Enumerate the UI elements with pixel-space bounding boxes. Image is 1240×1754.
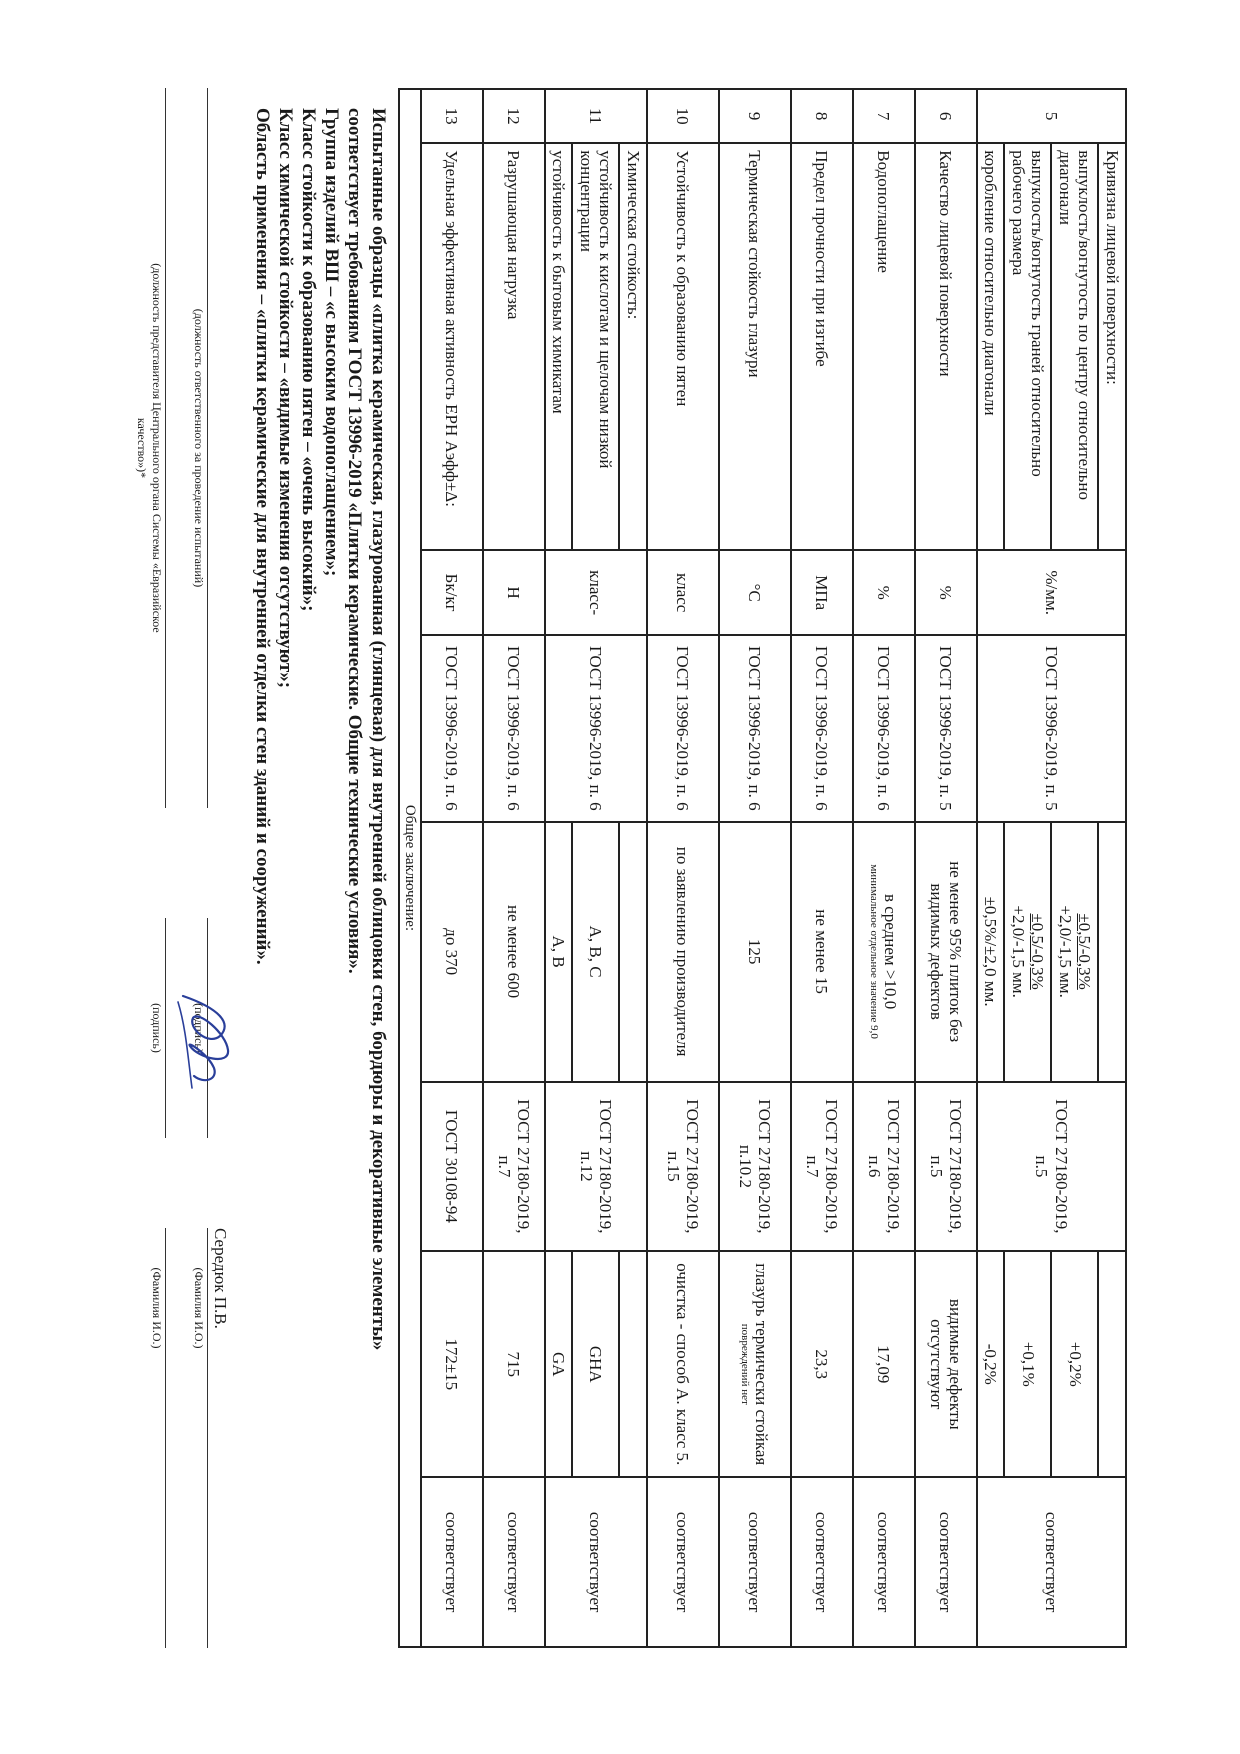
sub-parameter: коробление относительно диагонали [977,143,1005,550]
norm-cell: A, B [545,822,573,1082]
test-method-cell: ГОСТ 27180-2019, п.12 [545,1082,647,1252]
row-number: 7 [853,89,915,143]
test-method-cell: ГОСТ 27180-2019, п.5 [915,1082,977,1252]
result-cell: очистка - способ А. класс 5. [647,1251,719,1477]
unit-cell: класс- [545,550,647,635]
method-cell: ГОСТ 13996-2019, п. 6 [719,635,791,822]
method-cell: ГОСТ 13996-2019, п. 5 [915,635,977,822]
result-cell: видимые дефекты отсутствуют [915,1251,977,1477]
result-cell: 23,3 [791,1251,853,1477]
test-method-cell: ГОСТ 27180-2019, п.7 [791,1082,853,1252]
conformity-cell: соответствует [791,1477,853,1647]
table-row [1004,89,1051,1647]
norm-cell: 125 [719,822,791,1082]
row-number: 8 [791,89,853,143]
norm-cell: A, B, C [572,822,619,1082]
test-method-cell: ГОСТ 27180-2019, п.5 [977,1082,1126,1252]
signature-line [166,1228,167,1648]
result-cell: GA [545,1251,573,1477]
norm-cell [853,822,915,1082]
row-number: 9 [719,89,791,143]
table-row [421,89,483,1647]
responsible-name: Середюк П.В. [211,1228,231,1329]
table-row [915,89,977,1647]
norm-note: минимальное отдельное значение 9,0 [868,864,881,1039]
conclusion-line: Класс стойкости к образованию пятен – «очень высокий»; [298,108,320,612]
table-row [1051,89,1098,1647]
sub-parameter: устойчивость к кислотам и щелочам низкой концентрации [572,143,619,550]
row-header: Химическая стойкость: [619,143,647,550]
method-cell: ГОСТ 13996-2019, п. 5 [977,635,1126,822]
name-caption: (Фамилия И.О.) [150,1267,165,1349]
result-cell: 715 [483,1251,545,1477]
conformity-cell: соответствует [421,1477,483,1647]
conclusion-line: Испытанные образцы «плитка керамическая, глазурованная (глянцевая) для внутренней облицовки стен, бордюры и декоративные элементы» [367,108,389,1351]
parameter-name: Разрушающая нагрузка [483,143,545,550]
norm-cell [1051,822,1098,1082]
parameter-name: Термическая стойкость глазури [719,143,791,550]
conformity-cell: соответствует [483,1477,545,1647]
conclusion-line: Класс химической стойкости – «видимые изменения отсутствуют»; [274,108,296,689]
signature-line [208,88,209,808]
norm-cell [619,822,647,1082]
norm-cell: по заявлению производителя [647,822,719,1082]
test-method-cell: ГОСТ 27180-2019, п.10.2 [719,1082,791,1252]
table-row [647,89,719,1647]
conclusion-line: соответствует требованиям ГОСТ 13996-2019 «Плитки керамические. Общие технические условия». [344,108,366,974]
caption-line: качество»)* [135,417,150,479]
norm-line: в среднем >10,0 [880,893,900,1010]
unit-cell: класс [647,550,719,635]
signature-line [166,88,167,808]
signature-line [208,1228,209,1648]
conformity-cell: соответствует [719,1477,791,1647]
row-number: 11 [545,89,647,143]
test-method-cell: ГОСТ 30108-94 [421,1082,483,1252]
row-number: 13 [421,89,483,143]
row-header: Кривизна лицевой поверхности: [1098,143,1126,550]
conformity-cell: соответствует [977,1477,1126,1647]
test-method-cell: ГОСТ 27180-2019, п.7 [483,1082,545,1252]
test-method-cell: ГОСТ 27180-2019, п.6 [853,1082,915,1252]
unit-cell: % [915,550,977,635]
result-cell [719,1251,791,1477]
result-cell: GHA [572,1251,619,1477]
unit-cell: Н [483,550,545,635]
method-cell: ГОСТ 13996-2019, п. 6 [647,635,719,822]
table-row [572,89,619,1647]
norm-cell: не менее 95% плиток без видимых дефектов [915,822,977,1082]
table-row [399,89,421,1647]
norm-line: ±0,5/-0,3% [1028,913,1048,990]
test-report [119,88,1128,1648]
result-cell: -0,2% [977,1251,1005,1477]
table-row [853,89,915,1647]
signature-line [166,918,167,1138]
parameter-name: Удельная эффективная активность ЕРН Аэфф±Δ: [421,143,483,550]
method-cell: ГОСТ 13996-2019, п. 6 [853,635,915,822]
method-cell: ГОСТ 13996-2019, п. 6 [421,635,483,822]
norm-line: ±0,5/-0,3% [1075,913,1095,990]
method-cell: ГОСТ 13996-2019, п. 6 [791,635,853,822]
row-number: 10 [647,89,719,143]
norm-cell: не менее 15 [791,822,853,1082]
representative-caption [135,88,165,808]
caption-line: (должность представителя Центрального органа Системы «Евразийское [150,263,165,633]
table-row [545,89,573,1647]
conformity-cell: соответствует [545,1477,647,1647]
parameter-name: Качество лицевой поверхности [915,143,977,550]
unit-cell: %/мм. [977,550,1126,635]
sub-parameter: выпуклость/вогнутость граней относительно рабочего размера [1004,143,1051,550]
conclusion-text [251,108,390,1648]
result-note: повреждений нет [739,1323,752,1405]
result-cell: 17,09 [853,1251,915,1477]
sub-parameter: устойчивость к бытовым химикатам [545,143,573,550]
sub-parameter: выпуклость/вогнутость по центру относительно диагонали [1051,143,1098,550]
conformity-cell: соответствует [647,1477,719,1647]
row-number: 12 [483,89,545,143]
method-cell: ГОСТ 13996-2019, п. 6 [483,635,545,822]
table-row [977,89,1005,1647]
result-cell: +0,2% [1051,1251,1098,1477]
signature-caption: (подпись) [150,1003,165,1053]
norm-line: +2,0/-1,5 мм. [1008,905,1028,998]
table-row [719,89,791,1647]
signature-block [119,88,239,1648]
parameter-name: Водопоглащение [853,143,915,550]
norm-cell: ±0,5%/±2,0 мм. [977,822,1005,1082]
table-row [483,89,545,1647]
responsible-caption: (должность ответственного за проведение испытаний) [192,308,207,588]
parameter-name: Предел прочности при изгибе [791,143,853,550]
test-method-cell: ГОСТ 27180-2019, п.15 [647,1082,719,1252]
unit-cell: % [853,550,915,635]
table-row [619,89,647,1647]
parameter-name: Устойчивость к образованию пятен [647,143,719,550]
row-number: 6 [915,89,977,143]
norm-cell: до 370 [421,822,483,1082]
row-number: 5 [977,89,1126,143]
conformity-cell: соответствует [853,1477,915,1647]
name-caption: (Фамилия И.О.) [192,1267,207,1349]
result-cell [1098,1251,1126,1477]
conformity-cell: соответствует [915,1477,977,1647]
signature-caption: (подпись) [192,1003,207,1053]
table-row [1098,89,1126,1647]
conclusion-line: Область применения – «плитки керамические для внутренней отделки стен зданий и сооружений». [251,108,273,965]
result-line: глазурь термически стойкая [751,1263,771,1466]
result-cell: 172±15 [421,1251,483,1477]
norm-line: +2,0/-1,5 мм. [1055,905,1075,998]
conclusion-line: Группа изделий ВШ – «с высоким водопоглащением»; [321,108,343,577]
method-cell: ГОСТ 13996-2019, п. 6 [545,635,647,822]
table-row [791,89,853,1647]
general-conclusion-label: Общее заключение: [399,89,421,1647]
unit-cell: МПа [791,550,853,635]
handwritten-signature-icon [169,988,239,1098]
unit-cell: Бк/кг [421,550,483,635]
unit-cell: °С [719,550,791,635]
result-cell [619,1251,647,1477]
norm-cell [1004,822,1051,1082]
test-results-table [398,88,1127,1648]
norm-cell: не менее 600 [483,822,545,1082]
norm-cell [1098,822,1126,1082]
result-cell: +0,1% [1004,1251,1051,1477]
